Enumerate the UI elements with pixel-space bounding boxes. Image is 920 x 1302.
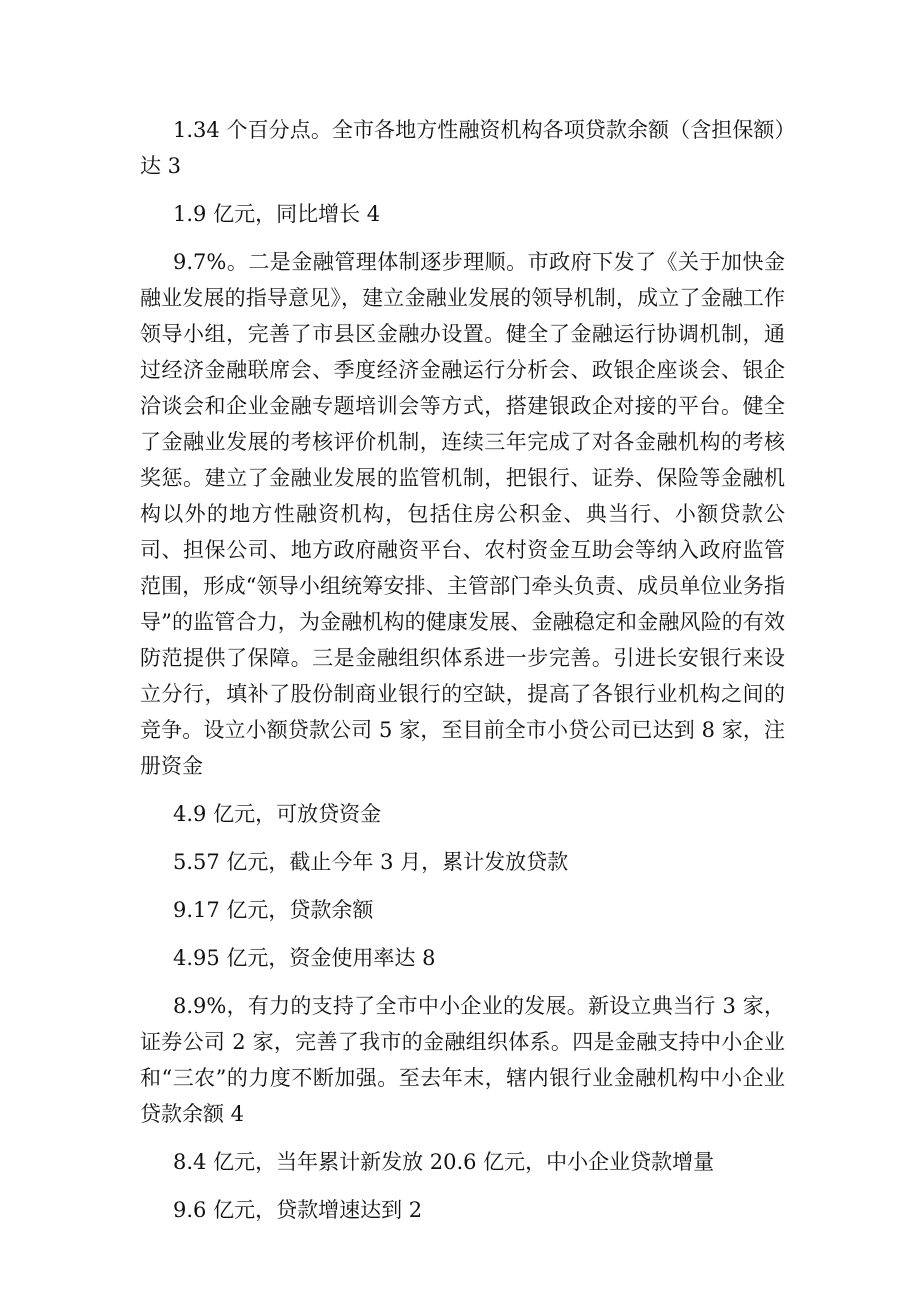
paragraph-5: 5.57 亿元，截止今年 3 月，累计发放贷款 xyxy=(173,850,569,874)
paragraph-1: 1.34 个百分点。全市各地方性融资机构各项贷款余额（含担保额）达 3 xyxy=(140,118,785,178)
paragraph-8: 8.9%，有力的支持了全市中小企业的发展。新设立典当行 3 家，证券公司 2 家，完善了我市的金融组织体系。四是金融支持中小企业和“三农”的力度不断加强。至去年末，辖内银行业金融机构中小企业贷款余额 4 xyxy=(140,994,785,1126)
document-body xyxy=(140,112,785,1240)
paragraph-4: 4.9 亿元，可放贷资金 xyxy=(173,802,382,826)
paragraph-9: 8.4 亿元，当年累计新发放 20.6 亿元，中小企业贷款增量 xyxy=(173,1150,715,1174)
paragraph-7: 4.95 亿元，资金使用率达 8 xyxy=(173,946,436,970)
paragraph-3: 9.7%。二是金融管理体制逐步理顺。市政府下发了《关于加快金融业发展的指导意见》，建立金融业发展的领导机制，成立了金融工作领导小组，完善了市县区金融办设置。健全了金融运行协调机制，通过经济金融联席会、季度经济金融运行分析会、政银企座谈会、银企洽谈会和企业金融专题培训会等方式，搭建银政企对接的平台。健全了金融业发展的考核评价机制，连续三年完成了对各金融机构的考核奖惩。建立了金融业发展的监管机制，把银行、证券、保险等金融机构以外的地方性融资机构，包括住房公积金、典当行、小额贷款公司、担保公司、地方政府融资平台、农村资金互助会等纳入政府监管范围，形成“领导小组统筹安排、主管部门牵头负责、成员单位业务指导”的监管合力，为金融机构的健康发展、金融稳定和金融风险的有效防范提供了保障。三是金融组织体系进一步完善。引进长安银行来设立分行，填补了股份制商业银行的空缺，提高了各银行业机构之间的竞争。设立小额贷款公司 5 家，至目前全市小贷公司已达到 8 家，注册资金 xyxy=(140,250,785,778)
paragraph-2: 1.9 亿元，同比增长 4 xyxy=(173,202,381,226)
paragraph-6: 9.17 亿元，贷款余额 xyxy=(173,898,374,922)
paragraph-10: 9.6 亿元，贷款增速达到 2 xyxy=(173,1198,423,1222)
